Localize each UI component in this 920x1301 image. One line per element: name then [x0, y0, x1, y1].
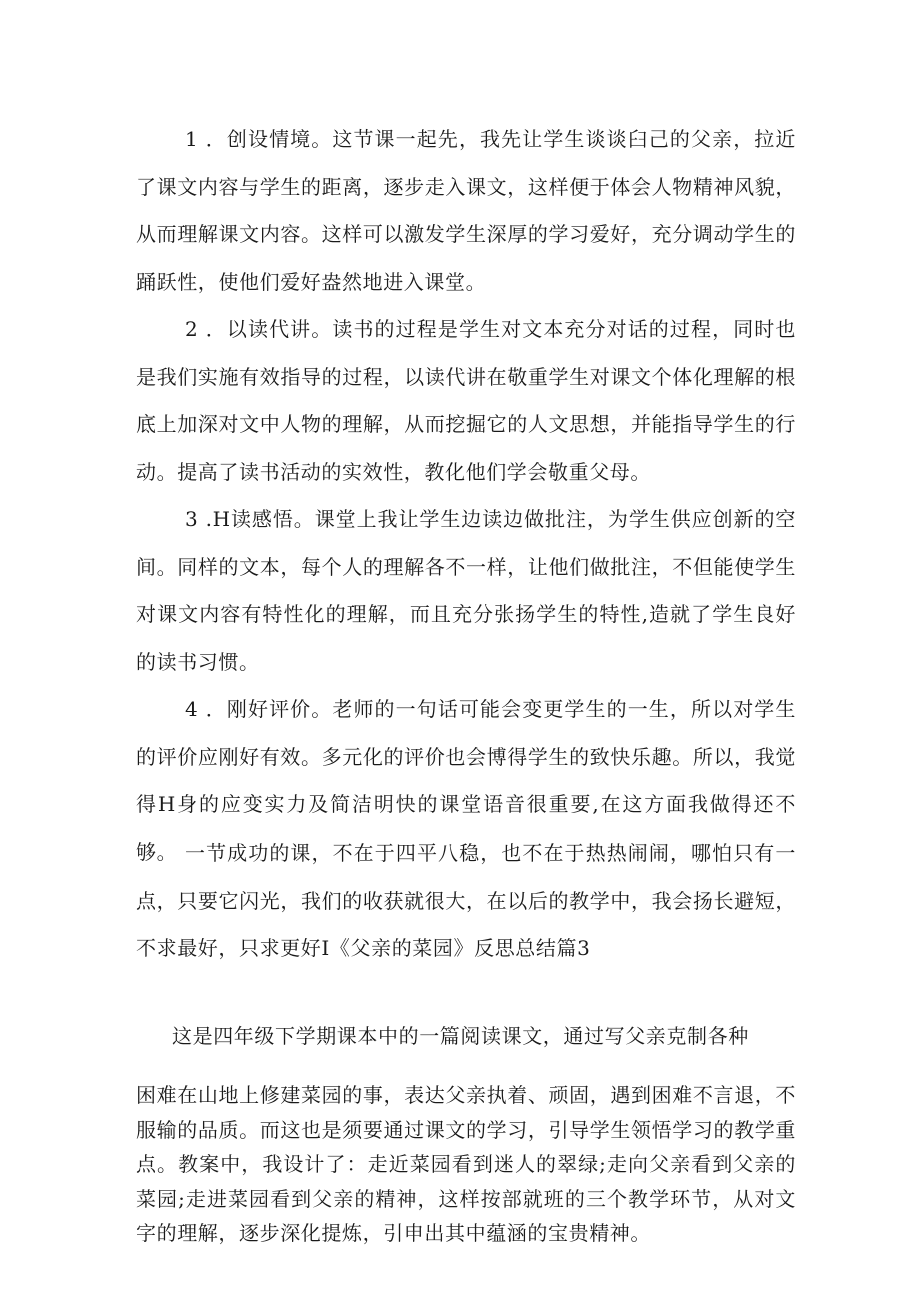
- paragraph-5: 一节成功的课，不在于四平八稳，也不在于热热闹闹，哪怕只有一点，只要它闪光，我们的收获就很大，在以后的教学中，我会扬长避短，不求最好，只求更好I《父亲的菜园》反思总结篇3: [136, 841, 796, 960]
- paragraph-intro-line: 这是四年级下学期课本中的一篇阅读课文，通过写父亲克制各种: [172, 1024, 749, 1048]
- paragraph-3: 3 .H读感悟。课堂上我让学生边读边做批注，为学生供应创新的空间。同样的文本，每个人的理解各不一样，让他们做批注，不但能使学生对课文内容有特性化的理解，而且充分张扬学生的特性,造就了学生良好的读书习惯。: [136, 507, 796, 674]
- paragraph-1: 1 ．创设情境。这节课一起先，我先让学生谈谈臼己的父亲，拉近了课文内容与学生的距离，逐步走入课文，这样便于体会人物精神风貌，从而理解课文内容。这样可以激发学生深厚的学习爱好，充分调动学生的踊跃性，使他们爱好盎然地进入课堂。: [136, 127, 796, 294]
- paragraph-2: 2 ．以读代讲。读书的过程是学生对文本充分对话的过程，同时也是我们实施有效指导的过程，以读代讲在敬重学生对课文个体化理解的根底上加深对文中人物的理解，从而挖掘它的人文思想，并能指导学生的行动。提高了读书活动的实效性，教化他们学会敬重父母。: [136, 317, 796, 484]
- paragraph-final: 困难在山地上修建菜园的事，表达父亲执着、顽固，遇到困难不言退，不服输的品质。而这也是须要通过课文的学习，引导学生领悟学习的教学重点。教案中，我设计了：走近菜园看到迷人的翠绿;走向父亲看到父亲的菜园;走进菜园看到父亲的精神，这样按部就班的三个教学环节，从对文字的理解，逐步深化提炼，引申出其中蕴涵的宝贵精神。: [136, 1083, 797, 1245]
- paragraph-4: 4 ．刚好评价。老师的一句话可能会变更学生的一生，所以对学生的评价应刚好有效。多元化的评价也会博得学生的致快乐趣。所以，我觉得H身的应变实力及简洁明快的课堂语音很重要,在这方面我做得还不够。: [136, 697, 796, 864]
